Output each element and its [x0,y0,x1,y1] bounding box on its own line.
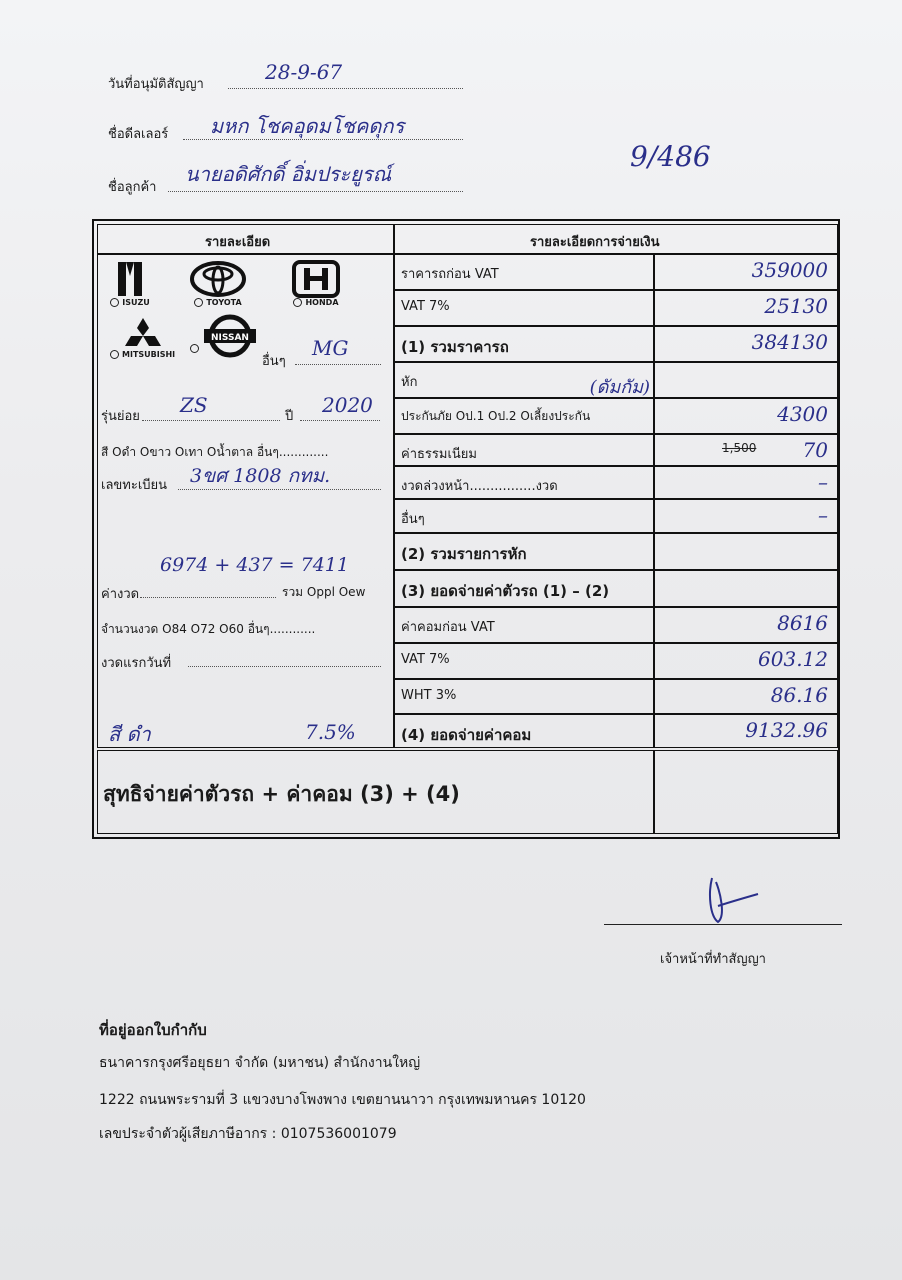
rate-note: 7.5% [305,720,356,744]
payment-row-label: WHT 3% [401,688,457,703]
other-brand-line [295,364,381,365]
year-value: 2020 [322,393,373,417]
year-label: ปี [285,409,294,424]
dealer-value: มหก โชคอุดมโชคดุกร [210,114,405,138]
payment-row-struck-value: 1,500 [722,441,757,455]
payment-row-value: 25130 [764,294,828,318]
model-label: รุ่นย่อย [101,409,140,424]
payment-row-value: 359000 [751,258,828,282]
customer-value: นายอดิศักดิ์ อิ่มประยูรณ์ [185,162,392,186]
contract-date-value: 28-9-67 [265,60,343,84]
brand-toyota-label: TOYOTA [206,298,242,307]
payment-row-value-cell [654,533,838,570]
term-line: จำนวนงวด O84 O72 O60 อื่นๆ............ [101,622,316,636]
payment-row-value: 384130 [751,330,828,354]
brand-honda [290,260,342,307]
first-due-line [188,666,381,667]
brand-honda-label: HONDA [305,298,339,307]
customer-line [168,191,463,192]
payment-row-label: (4) ยอดจ่ายค่าคอม [401,726,532,744]
payment-row-value-cell [654,362,838,398]
contract-date-label: วันที่อนุมัติสัญญา [108,77,204,92]
payment-row-value: 603.12 [758,647,828,671]
payment-row-value: 9132.96 [745,718,828,742]
payment-row-label: ประกันภัย Oป.1 Oป.2 Oเลี้ยงประกัน [401,409,591,423]
contract-date-line [228,88,463,89]
plate-value: 3ขศ 1808 กทม. [190,465,331,487]
first-due-label: งวดแรกวันที่ [101,656,172,671]
payment-row-label: อื่นๆ [401,512,425,527]
brand-isuzu-label: ISUZU [122,298,150,307]
dealer-label: ชื่อดีลเลอร์ [108,127,169,142]
payment-row-value: 4300 [777,402,828,426]
isuzu-icon [110,260,150,298]
reference-note: 9/486 [630,140,711,173]
color-note: สี ดำ [108,722,151,746]
payment-row-value-cell [654,570,838,607]
brand-mitsubishi-label: MITSUBISHI [122,350,176,359]
payment-row-label: หัก [401,375,418,390]
net-label: สุทธิจ่ายค่าตัวรถ + ค่าคอม (3) + (4) [103,782,460,806]
payment-row-label: VAT 7% [401,299,450,314]
brand-toyota [190,260,246,307]
payment-row-label: ค่าธรรมเนียม [401,447,477,462]
plate-label: เลขทะเบียน [101,478,168,493]
payment-row-label: ราคารถก่อน VAT [401,267,499,282]
signature-mark [700,872,770,932]
right-title: รายละเอียดการจ่ายเงิน [530,235,660,250]
payment-row-value: (ดัมกัม) [589,377,650,398]
payment-row-label: ค่าคอมก่อน VAT [401,620,495,635]
footer-line-3: เลขประจำตัวผู้เสียภาษีอากร : 0107536001079 [99,1126,397,1142]
color-line: สี Oดำ Oขาว Oเทา Oน้ำตาล อื่นๆ............. [101,445,329,459]
payment-row-value: 86.16 [770,683,828,707]
payment-row-label: (2) รวมรายการหัก [401,545,527,563]
honda-icon [290,260,342,298]
left-title: รายละเอียด [205,235,271,250]
model-value: ZS [180,393,208,417]
payment-row-label: (1) รวมราคารถ [401,338,509,356]
installment-suffix: รวม Oppl Oew [282,585,366,599]
year-line [300,420,380,421]
brand-nissan [190,314,258,358]
nissan-icon [202,314,258,358]
model-line [142,420,280,421]
payment-row-label-cell [394,499,654,533]
toyota-icon [190,260,246,298]
brand-isuzu [110,260,150,307]
brand-mitsubishi [110,316,175,359]
installment-value: 6974 + 437 = 7411 [160,554,349,576]
payment-row-value: – [818,503,828,527]
other-brand-label: อื่นๆ [262,354,286,369]
customer-label: ชื่อลูกค้า [108,180,157,195]
payment-row-label: งวดล่วงหน้า................งวด [401,479,558,494]
installment-line [140,597,276,598]
nissan-wordmark: NISSAN [211,333,249,343]
payment-row-label: VAT 7% [401,652,450,667]
payment-row-value: – [818,470,828,494]
net-value-cell [654,750,838,834]
payment-row-value: 8616 [777,611,828,635]
payment-row-label: (3) ยอดจ่ายค่าตัวรถ (1) – (2) [401,582,610,600]
footer-heading: ที่อยู่ออกใบกำกับ [99,1021,207,1039]
other-brand-value: MG [312,336,349,360]
installment-label: ค่างวด [101,587,140,602]
payment-row-value: 70 [802,438,828,462]
signature-line [604,924,842,925]
signature-title: เจ้าหน้าที่ทำสัญญา [660,952,766,967]
footer-line-2: 1222 ถนนพระรามที่ 3 แขวงบางโพงพาง เขตยานนาวา กรุงเทพมหานคร 10120 [99,1092,586,1108]
footer-line-1: ธนาคารกรุงศรีอยุธยา จำกัด (มหาชน) สำนักงานใหญ่ [99,1055,421,1071]
mitsubishi-icon [121,316,165,350]
